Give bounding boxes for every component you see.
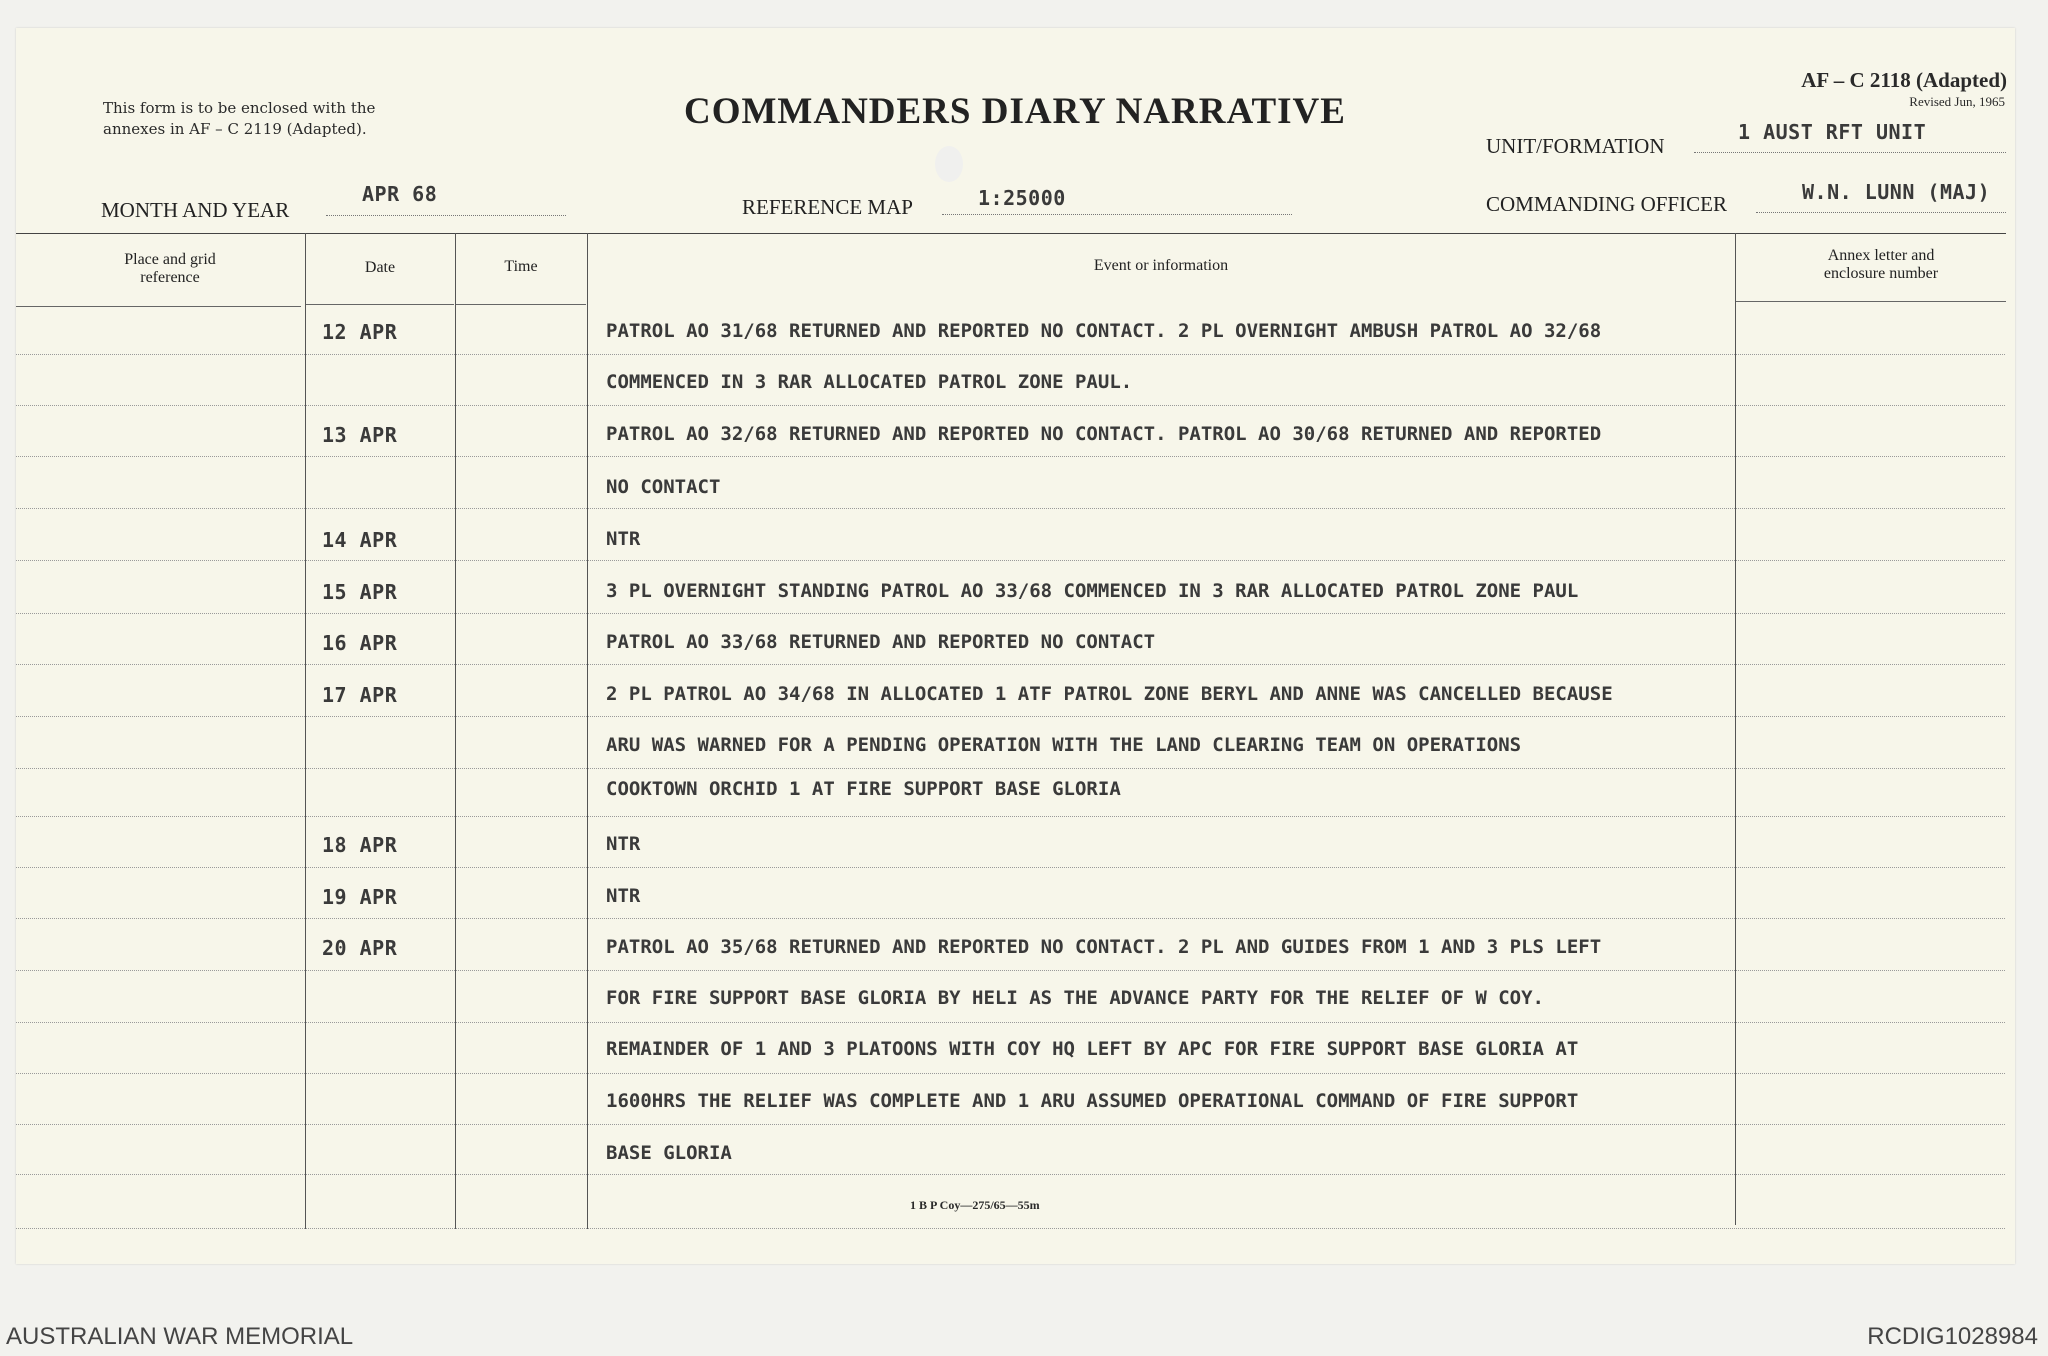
map-underline <box>942 214 1292 215</box>
entry-text: 1600HRS THE RELIEF WAS COMPLETE AND 1 ARU ASSUMED OPERATIONAL COMMAND OF FIRE SUPPORT <box>606 1090 1579 1112</box>
column-divider <box>305 233 306 1229</box>
entry-date: 15 APR <box>322 580 398 604</box>
entry-text: NTR <box>606 885 641 907</box>
entry-text: PATROL AO 31/68 RETURNED AND REPORTED NO CONTACT. 2 PL OVERNIGHT AMBUSH PATROL AO 32/68 <box>606 320 1602 342</box>
entry-text: 2 PL PATROL AO 34/68 IN ALLOCATED 1 ATF PATROL ZONE BERYL AND ANNE WAS CANCELLED BECAUSE <box>606 683 1613 705</box>
header-place-line: Place and grid <box>124 251 216 268</box>
column-divider <box>587 233 588 1229</box>
row-rule <box>16 1022 2005 1023</box>
header-date: Date <box>364 259 396 276</box>
unit-label: UNIT/FORMATION <box>1486 134 1665 158</box>
row-rule <box>16 867 2005 868</box>
row-rule <box>16 613 2005 614</box>
entry-text: PATROL AO 33/68 RETURNED AND REPORTED NO CONTACT <box>606 631 1156 653</box>
row-rule <box>16 1124 2005 1125</box>
map-label: REFERENCE MAP <box>742 195 913 219</box>
column-divider <box>455 233 456 1229</box>
row-rule <box>16 816 2005 817</box>
entry-text: PATROL AO 35/68 RETURNED AND REPORTED NO CONTACT. 2 PL AND GUIDES FROM 1 AND 3 PLS LEFT <box>606 936 1602 958</box>
entry-text: NTR <box>606 833 641 855</box>
entry-date: 16 APR <box>322 631 398 655</box>
row-rule <box>16 716 2005 717</box>
note-line: This form is to be enclosed with the <box>103 99 376 117</box>
co-underline <box>1756 212 2006 213</box>
row-rule <box>16 1228 2005 1229</box>
header-rule <box>456 304 586 305</box>
unit-value: 1 AUST RFT UNIT <box>1738 120 1927 144</box>
entry-text: PATROL AO 32/68 RETURNED AND REPORTED NO CONTACT. PATROL AO 30/68 RETURNED AND REPORTED <box>606 423 1602 445</box>
entry-text: ARU WAS WARNED FOR A PENDING OPERATION WITH THE LAND CLEARING TEAM ON OPERATIONS <box>606 734 1522 756</box>
header-place-line: reference <box>140 269 200 286</box>
entry-text: BASE GLORIA <box>606 1142 732 1164</box>
entry-date: 19 APR <box>322 885 398 909</box>
entry-date: 14 APR <box>322 528 398 552</box>
row-rule <box>16 560 2005 561</box>
entry-date: 12 APR <box>322 320 398 344</box>
entry-text: NO CONTACT <box>606 476 721 498</box>
month-underline <box>326 215 566 216</box>
revision-date: Revised Jun, 1965 <box>1909 94 2005 109</box>
row-rule <box>16 354 2005 355</box>
column-divider <box>1735 233 1736 1225</box>
entry-text: FOR FIRE SUPPORT BASE GLORIA BY HELI AS THE ADVANCE PARTY FOR THE RELIEF OF W COY. <box>606 987 1544 1009</box>
row-rule <box>16 405 2005 406</box>
entry-text: COMMENCED IN 3 RAR ALLOCATED PATROL ZONE PAUL. <box>606 371 1133 393</box>
row-rule <box>16 970 2005 971</box>
row-rule <box>16 1073 2005 1074</box>
archive-id: RCDIG1028984 <box>1867 1323 2038 1350</box>
archive-credit: AUSTRALIAN WAR MEMORIAL <box>6 1323 354 1350</box>
entry-date: 20 APR <box>322 936 398 960</box>
table-top-rule <box>16 233 2006 234</box>
form-code: AF – C 2118 (Adapted) <box>1801 68 2007 92</box>
row-rule <box>16 768 2005 769</box>
header-rule <box>1736 301 2006 302</box>
header-annex-line: enclosure number <box>1823 265 1939 282</box>
unit-underline <box>1694 152 2006 153</box>
co-label: COMMANDING OFFICER <box>1486 192 1727 216</box>
month-value: APR 68 <box>362 182 438 206</box>
header-place <box>60 251 280 287</box>
row-rule <box>16 664 2005 665</box>
enclosure-note <box>103 98 375 140</box>
header-event: Event or information <box>1093 257 1229 274</box>
header-annex <box>1736 247 2026 283</box>
page-title: COMMANDERS DIARY NARRATIVE <box>684 91 1346 132</box>
entry-text: COOKTOWN ORCHID 1 AT FIRE SUPPORT BASE GLORIA <box>606 778 1121 800</box>
co-value: W.N. LUNN (MAJ) <box>1802 180 1991 204</box>
printer-code: 1 B P Coy—275/65—55m <box>910 1198 1040 1212</box>
punch-hole <box>935 146 963 182</box>
entry-date: 18 APR <box>322 833 398 857</box>
header-rule <box>16 306 301 307</box>
entry-text: 3 PL OVERNIGHT STANDING PATROL AO 33/68 COMMENCED IN 3 RAR ALLOCATED PATROL ZONE PAUL <box>606 580 1579 602</box>
row-rule <box>16 508 2005 509</box>
entry-date: 13 APR <box>322 423 398 447</box>
map-value: 1:25000 <box>978 186 1066 210</box>
header-annex-line: Annex letter and <box>1827 247 1935 264</box>
entry-date: 17 APR <box>322 683 398 707</box>
header-rule <box>306 304 454 305</box>
header-time: Time <box>504 258 538 275</box>
month-label: MONTH AND YEAR <box>101 198 290 222</box>
row-rule <box>16 918 2005 919</box>
entry-text: REMAINDER OF 1 AND 3 PLATOONS WITH COY HQ LEFT BY APC FOR FIRE SUPPORT BASE GLORIA AT <box>606 1038 1579 1060</box>
note-line: annexes in AF – C 2119 (Adapted). <box>103 120 367 138</box>
row-rule <box>16 456 2005 457</box>
entry-text: NTR <box>606 528 641 550</box>
row-rule <box>16 1174 2005 1175</box>
